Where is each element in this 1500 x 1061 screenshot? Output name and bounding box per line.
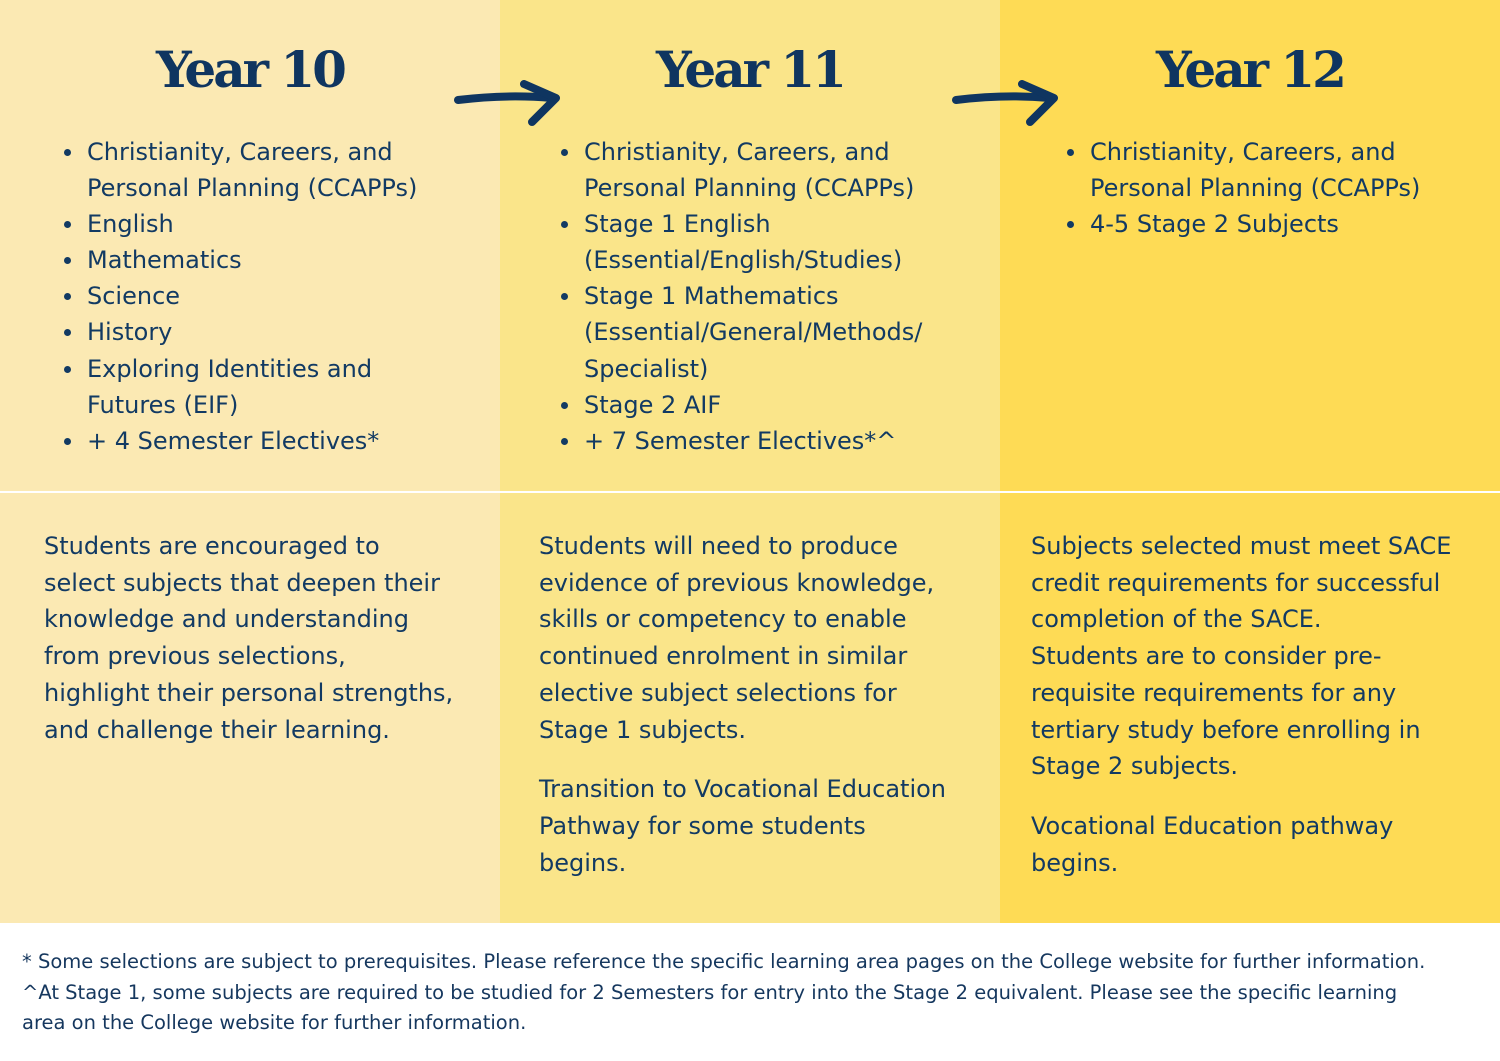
subject-line: Christianity, Careers, and bbox=[1090, 138, 1396, 166]
subject-item bbox=[584, 206, 922, 278]
subject-line: Christianity, Careers, and bbox=[584, 138, 890, 166]
year-12-title: Year 12 bbox=[1156, 40, 1344, 99]
footnote-line: ^At Stage 1, some subjects are required to be studied for 2 Semesters for entry into the Stage 2 equivalent. Please see the specific learning bbox=[22, 980, 1398, 1004]
subject-line: English bbox=[87, 210, 174, 239]
description-line: Students will need to produce bbox=[539, 532, 898, 560]
subject-line: History bbox=[87, 318, 173, 347]
subject-line: Futures (EIF) bbox=[87, 390, 239, 419]
description-paragraph bbox=[44, 528, 453, 748]
subject-line: Christianity, Careers, and bbox=[87, 138, 393, 166]
year-10-description bbox=[44, 528, 453, 771]
subject-item bbox=[584, 134, 922, 206]
subject-item bbox=[87, 351, 417, 423]
subject-line: (Essential/General/Methods/ bbox=[584, 318, 923, 347]
description-line: continued enrolment in similar bbox=[539, 642, 908, 671]
year-11-column bbox=[500, 0, 1000, 923]
subject-line: 4-5 Stage 2 Subjects bbox=[1090, 210, 1339, 239]
subject-line: Personal Planning (CCAPPs) bbox=[584, 174, 915, 203]
subject-line: Science bbox=[87, 282, 181, 311]
subject-item bbox=[584, 423, 922, 459]
description-paragraph bbox=[539, 771, 946, 881]
year-11-subject-list bbox=[558, 134, 922, 459]
footnote-line: * Some selections are subject to prerequisites. Please reference the specific learning area pages on the College website for further information. bbox=[22, 950, 1426, 973]
subject-item bbox=[1090, 206, 1420, 242]
description-line: knowledge and understanding bbox=[44, 605, 409, 634]
description-line: credit requirements for successful bbox=[1031, 568, 1441, 597]
year-10-column bbox=[0, 0, 500, 923]
arrow-right-icon bbox=[950, 80, 1060, 130]
subject-item bbox=[87, 242, 417, 278]
year-12-subject-list bbox=[1064, 134, 1420, 242]
description-line: Students are encouraged to bbox=[44, 532, 380, 560]
subject-item bbox=[584, 387, 922, 423]
description-line: requisite requirements for any bbox=[1031, 678, 1397, 707]
subject-line: + 7 Semester Electives*^ bbox=[584, 426, 897, 455]
subject-item bbox=[584, 278, 922, 386]
subject-line: + 4 Semester Electives* bbox=[87, 426, 380, 455]
subject-item bbox=[1090, 134, 1420, 206]
year-12-column bbox=[1000, 0, 1500, 923]
description-line: evidence of previous knowledge, bbox=[539, 568, 935, 597]
footnotes bbox=[22, 947, 1492, 1039]
subject-line: Specialist) bbox=[584, 354, 709, 383]
subject-line: Stage 1 Mathematics bbox=[584, 282, 839, 311]
subject-item bbox=[87, 314, 417, 350]
description-paragraph bbox=[1031, 528, 1451, 785]
description-line: elective subject selections for bbox=[539, 678, 897, 707]
subject-line: Mathematics bbox=[87, 246, 242, 275]
description-line: Students are to consider pre- bbox=[1031, 642, 1382, 671]
subject-line: Stage 2 AIF bbox=[584, 390, 722, 419]
subject-item bbox=[87, 423, 417, 459]
description-line: Stage 2 subjects. bbox=[1031, 752, 1238, 781]
description-line: Transition to Vocational Education bbox=[539, 775, 947, 804]
subject-line: Personal Planning (CCAPPs) bbox=[1090, 174, 1421, 203]
description-line: completion of the SACE. bbox=[1031, 605, 1322, 634]
description-line: begins. bbox=[539, 848, 627, 877]
description-line: highlight their personal strengths, bbox=[44, 678, 454, 707]
year-11-description bbox=[539, 528, 946, 904]
description-line: Stage 1 subjects. bbox=[539, 715, 746, 744]
description-line: from previous selections, bbox=[44, 642, 346, 671]
subject-line: Exploring Identities and bbox=[87, 354, 373, 383]
year-12-description bbox=[1031, 528, 1451, 904]
description-line: begins. bbox=[1031, 848, 1119, 877]
subject-item bbox=[87, 206, 417, 242]
subject-line: Stage 1 English bbox=[584, 210, 771, 239]
description-line: Subjects selected must meet SACE bbox=[1031, 532, 1452, 560]
description-line: Pathway for some students bbox=[539, 811, 866, 840]
description-line: skills or competency to enable bbox=[539, 605, 907, 634]
year-11-title: Year 11 bbox=[656, 40, 844, 99]
description-line: and challenge their learning. bbox=[44, 715, 390, 744]
year-10-title: Year 10 bbox=[156, 40, 344, 99]
year-10-subject-list bbox=[61, 134, 417, 459]
description-paragraph bbox=[1031, 808, 1451, 881]
subject-line: Personal Planning (CCAPPs) bbox=[87, 174, 418, 203]
description-line: select subjects that deepen their bbox=[44, 568, 440, 597]
subject-line: (Essential/English/Studies) bbox=[584, 246, 903, 275]
description-paragraph bbox=[539, 528, 946, 748]
section-divider bbox=[0, 491, 1500, 493]
subject-item bbox=[87, 278, 417, 314]
arrow-right-icon bbox=[452, 80, 562, 130]
subject-item bbox=[87, 134, 417, 206]
footnote-line: area on the College website for further information. bbox=[22, 1011, 527, 1034]
description-line: Vocational Education pathway bbox=[1031, 811, 1394, 840]
description-line: tertiary study before enrolling in bbox=[1031, 715, 1421, 744]
